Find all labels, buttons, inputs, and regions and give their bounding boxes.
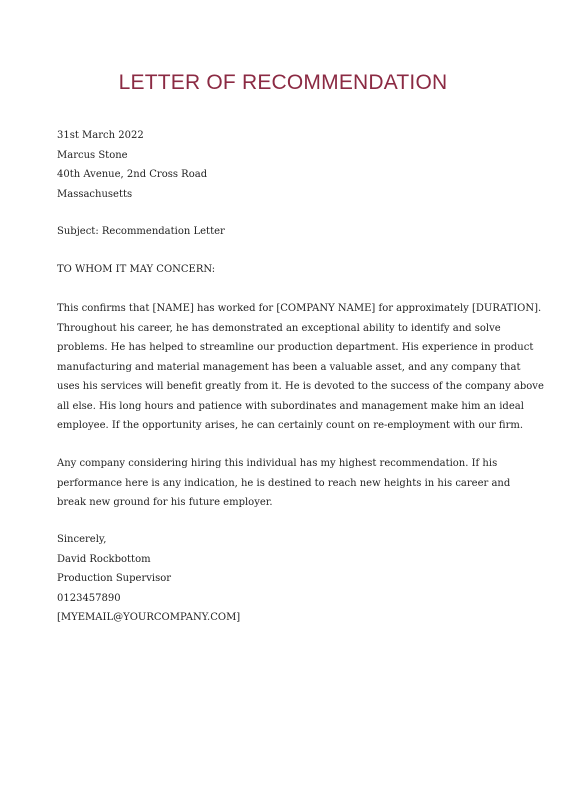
salutation-text: TO WHOM IT MAY CONCERN:	[57, 264, 216, 275]
body-paragraph-1	[57, 299, 544, 436]
recipient-address: 40th Avenue, 2nd Cross Road	[57, 169, 208, 180]
paragraph-line: employee. If the opportunity arises, he can certainly count on re-employment with our firm.	[57, 420, 524, 431]
recipient-name: Marcus Stone	[57, 149, 128, 161]
recipient-state: Massachusetts	[57, 188, 133, 200]
subject-text: Subject: Recommendation Letter	[57, 226, 225, 237]
paragraph-line: manufacturing and material management has been a valuable asset, and any company that	[57, 361, 521, 373]
paragraph-line: problems. He has helped to streamline our production department. His experience in product	[57, 342, 534, 353]
subject-line	[57, 222, 512, 242]
paragraph-line: This confirms that [NAME] has worked for [COMPANY NAME] for approximately [DURATION].	[57, 303, 542, 314]
paragraph-line: Any company considering hiring this individual has my highest recommendation. If his	[57, 458, 498, 469]
closing: Sincerely,	[57, 534, 107, 545]
salutation	[57, 260, 512, 280]
page-title: LETTER OF RECOMMENDATION	[118, 71, 448, 94]
letter-header	[57, 126, 512, 204]
paragraph-line: Throughout his career, he has demonstrated an exceptional ability to identify and solve	[57, 322, 501, 334]
signature-block	[57, 530, 512, 628]
paragraph-line: performance here is any indication, he is destined to reach new heights in his career and	[57, 477, 511, 489]
body-paragraph-2	[57, 454, 512, 513]
signer-position: Production Supervisor	[57, 573, 171, 584]
paragraph-line: all else. His long hours and patience with subordinates and management make him an ideal	[57, 400, 524, 412]
signer-name: David Rockbottom	[57, 553, 151, 565]
paragraph-line: uses his services will benefit greatly from it. He is devoted to the success of the company above	[57, 381, 544, 392]
letter-date: 31st March 2022	[57, 130, 144, 141]
paragraph-line: break new ground for his future employer.	[57, 497, 273, 508]
signer-email: [MYEMAIL@YOURCOMPANY.COM]	[57, 612, 241, 623]
signer-phone: 0123457890	[57, 592, 121, 604]
